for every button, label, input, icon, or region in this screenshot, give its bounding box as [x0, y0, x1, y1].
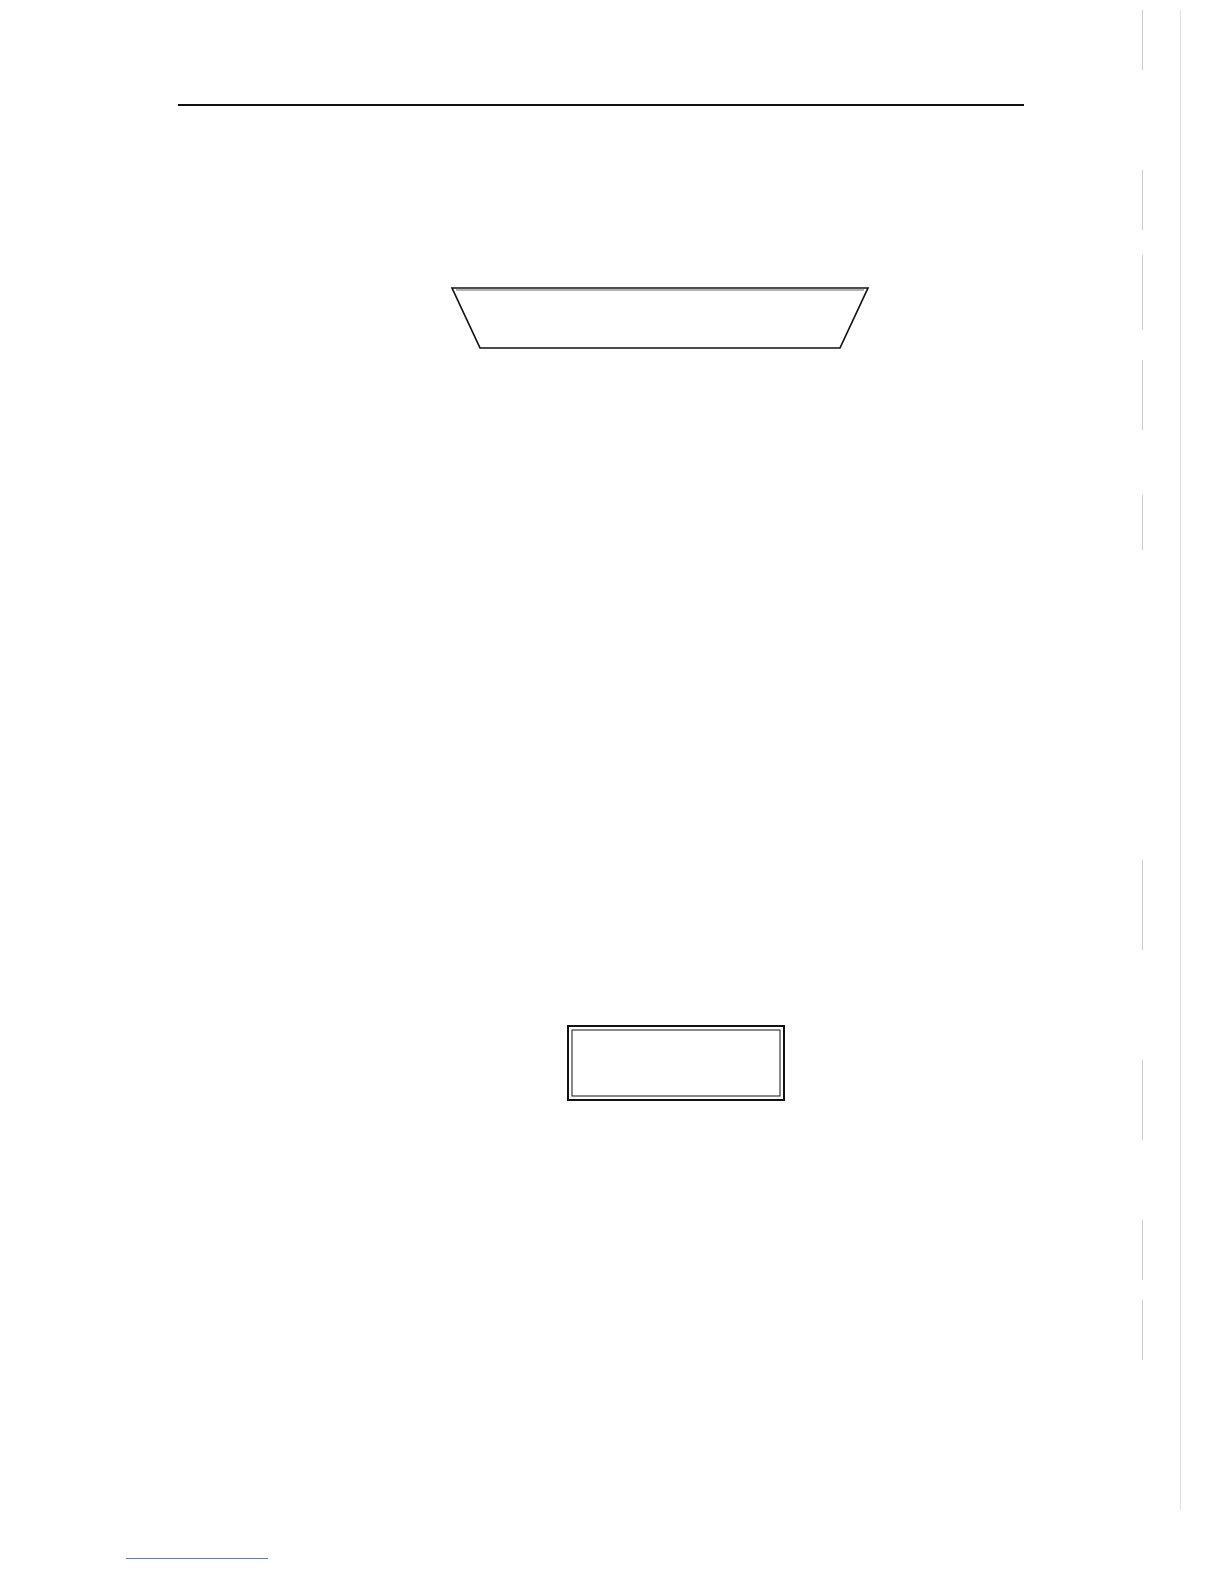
- binder-edge-shadow: [1140, 10, 1200, 1510]
- figure-4-1-caption: [457, 412, 469, 435]
- footer-rule: [126, 1558, 268, 1559]
- figure-4-2-caption: [512, 1219, 524, 1242]
- d-sub-25-connector-diagram: [448, 284, 872, 356]
- chapter-rule: [178, 104, 1024, 106]
- baud-rate-leader-lines: [540, 1106, 810, 1206]
- dip-switch-block: [566, 1024, 786, 1104]
